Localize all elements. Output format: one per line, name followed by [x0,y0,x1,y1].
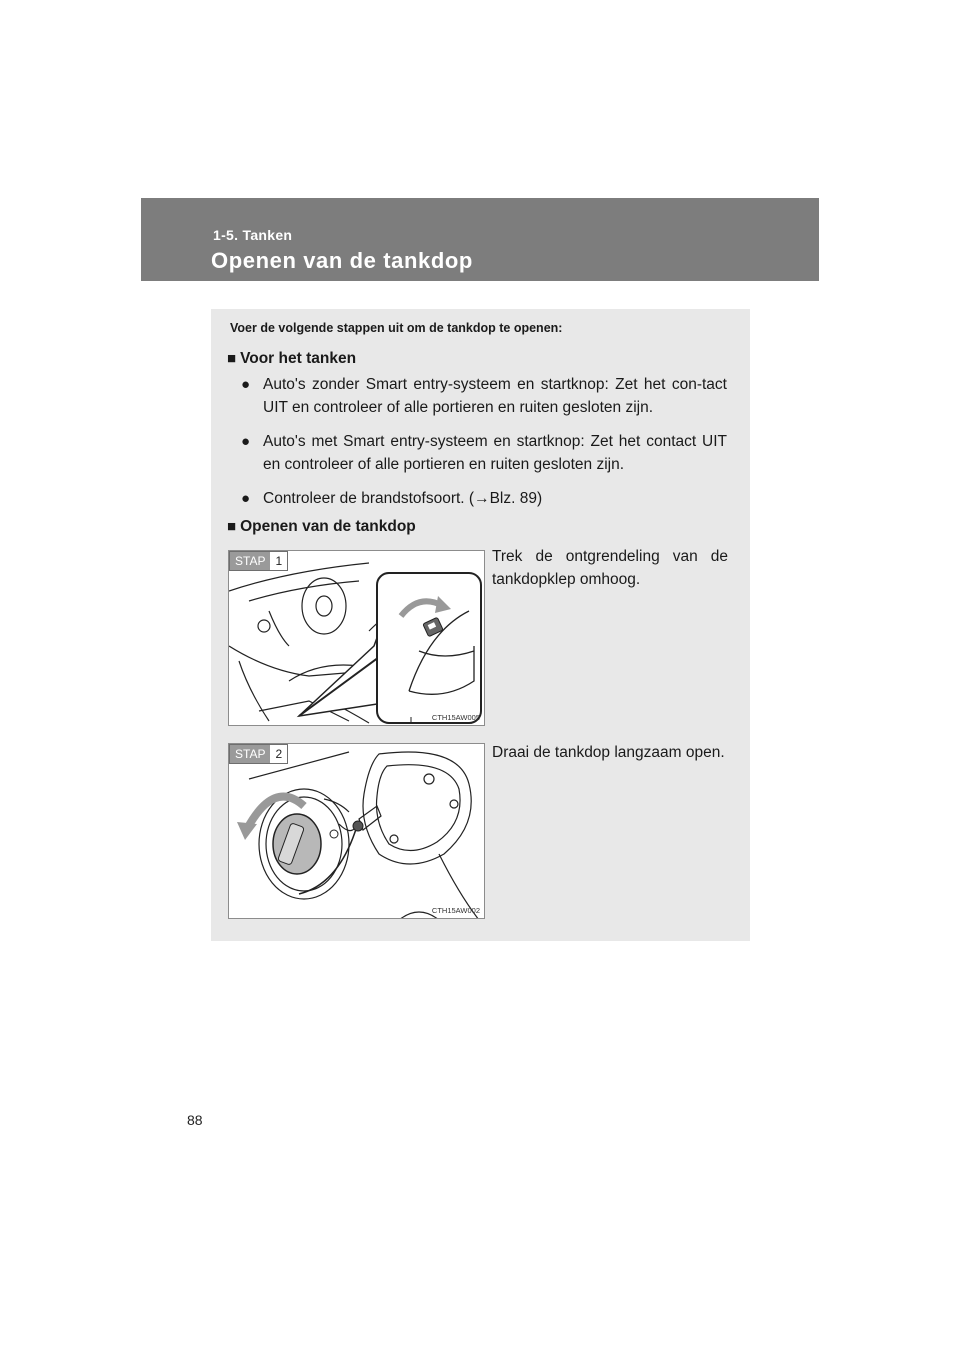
bullet-item [241,430,727,476]
bullet-item [241,373,727,419]
bullet-item [241,487,727,510]
car-interior-release-lever-drawing [229,551,485,726]
page-title: Openen van de tankdop [211,248,473,273]
chapter-header [141,198,819,281]
square-bullet-icon: ■ [227,518,237,535]
step-badge [229,744,288,764]
fuel-cap-opening-drawing [229,744,485,919]
circle-bullet-icon: ● [241,376,251,393]
bullet-text: Auto's zonder Smart entry-systeem en startknop: Zet het con-tact UIT en controleer of alle portieren en ruiten gesloten zijn. [263,376,727,416]
step-1-illustration [228,550,485,726]
circle-bullet-icon: ● [241,490,251,507]
step-label: STAP [230,552,270,570]
step-label: STAP [230,745,270,763]
page-number: 88 [187,1112,203,1128]
step-1-text: Trek de ontgrendeling van de tankdopklep omhoog. [492,548,728,588]
square-bullet-icon: ■ [227,350,237,367]
intro-text: Voer de volgende stappen uit om de tankdop te openen: [230,321,563,335]
circle-bullet-icon: ● [241,433,251,450]
figure-code: CTH15AW005 [431,713,480,722]
heading-text: Voor het tanken [240,350,357,367]
heading-before-refuel [227,350,356,368]
step-2-illustration [228,743,485,919]
bullet-text: Auto's met Smart entry-systeem en startknop: Zet het contact UIT en controleer of alle portieren en ruiten gesloten zijn. [263,433,727,473]
bullet-text: Controleer de brandstofsoort. (→Blz. 89) [263,490,543,507]
section-label: 1-5. Tanken [213,227,293,243]
step-2-text: Draai de tankdop langzaam open. [492,744,725,761]
step-number: 1 [275,554,283,568]
heading-opening-fuel-cap [227,518,416,536]
heading-text: Openen van de tankdop [240,518,416,535]
figure-code: CTH15AW002 [431,906,480,915]
step-badge [229,551,288,571]
step-number: 2 [275,747,283,761]
content-panel [211,309,750,941]
